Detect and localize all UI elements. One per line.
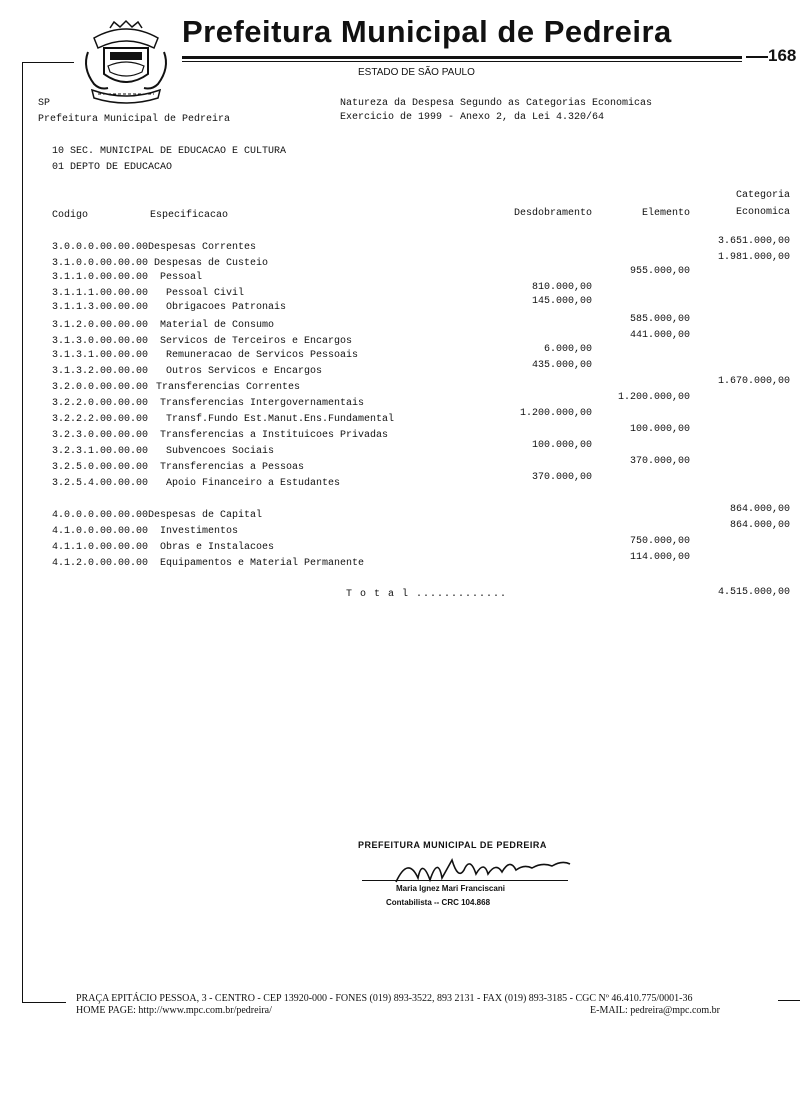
row-elemento: 955.000,00 xyxy=(629,266,690,277)
row-categoria: 3.651.000,00 xyxy=(717,236,790,247)
row-description: Pessoal Civil xyxy=(166,288,245,299)
row-code: 4.1.0.0.00.00.00 xyxy=(52,526,149,537)
row-code: 3.1.3.1.00.00.00 xyxy=(52,350,149,361)
row-elemento: 100.000,00 xyxy=(629,424,690,435)
row-description: Material de Consumo xyxy=(160,320,275,331)
row-code: 3.2.5.0.00.00.00 xyxy=(52,462,149,473)
row-desdobramento: 810.000,00 xyxy=(531,282,592,293)
row-description: Equipamentos e Material Permanente xyxy=(160,558,365,569)
row-description: Transf.Fundo Est.Manut.Ens.Fundamental xyxy=(166,414,395,425)
row-code: 3.1.0.0.00.00.00 xyxy=(52,258,149,269)
footer-email: E-MAIL: pedreira@mpc.com.br xyxy=(590,1005,720,1016)
row-code: 3.1.1.1.00.00.00 xyxy=(52,288,149,299)
page-number: 168 xyxy=(768,46,797,65)
row-categoria: 864.000,00 xyxy=(729,520,790,531)
row-code: 3.2.5.4.00.00.00 xyxy=(52,478,149,489)
row-description: Transferencias Intergovernamentais xyxy=(160,398,365,409)
row-description: Apoio Financeiro a Estudantes xyxy=(166,478,341,489)
row-categoria: 864.000,00 xyxy=(729,504,790,515)
total-value: 4.515.000,00 xyxy=(717,587,790,598)
column-header-code: Codigo xyxy=(52,210,89,221)
row-elemento: 114.000,00 xyxy=(629,552,690,563)
row-desdobramento: 100.000,00 xyxy=(531,440,592,451)
row-code: 3.1.3.2.00.00.00 xyxy=(52,366,149,377)
municipal-coat-of-arms xyxy=(80,18,172,104)
column-header-economica: Economica xyxy=(735,207,790,218)
signature-title: PREFEITURA MUNICIPAL DE PEDREIRA xyxy=(358,840,547,850)
report-department: 10 SEC. MUNICIPAL DE EDUCACAO E CULTURA xyxy=(52,146,287,157)
signature-line xyxy=(362,880,568,881)
title-underline xyxy=(182,56,742,59)
row-description: Transferencias Correntes xyxy=(156,382,301,393)
footer-homepage: HOME PAGE: http://www.mpc.com.br/pedreira/ xyxy=(76,1005,272,1016)
row-description: Servicos de Terceiros e Encargos xyxy=(160,336,353,347)
row-description: Despesas Correntes xyxy=(148,242,257,253)
row-code: 3.0.0.0.00.00.00 xyxy=(52,242,149,253)
row-desdobramento: 1.200.000,00 xyxy=(519,408,592,419)
row-description: Remuneracao de Servicos Pessoais xyxy=(166,350,359,361)
frame-line-left xyxy=(22,62,23,1002)
frame-line-bottom-right xyxy=(778,1000,800,1001)
report-subdepartment: 01 DEPTO DE EDUCACAO xyxy=(52,162,173,173)
frame-line-top xyxy=(22,62,74,63)
row-description: Subvencoes Sociais xyxy=(166,446,275,457)
row-code: 3.2.0.0.00.00.00 xyxy=(52,382,149,393)
row-description: Obrigacoes Patronais xyxy=(166,302,287,313)
letterhead-title: Prefeitura Municipal de Pedreira xyxy=(182,14,672,49)
row-elemento: 1.200.000,00 xyxy=(617,392,690,403)
report-entity: Prefeitura Municipal de Pedreira xyxy=(38,114,231,125)
row-elemento: 441.000,00 xyxy=(629,330,690,341)
total-label: T o t a l ............. xyxy=(346,589,508,600)
row-description: Despesas de Capital xyxy=(148,510,263,521)
row-description: Transferencias a Pessoas xyxy=(160,462,305,473)
row-categoria: 1.670.000,00 xyxy=(717,376,790,387)
row-desdobramento: 370.000,00 xyxy=(531,472,592,483)
row-code: 3.1.1.0.00.00.00 xyxy=(52,272,149,283)
row-description: Transferencias a Instituicoes Privadas xyxy=(160,430,389,441)
row-code: 4.1.1.0.00.00.00 xyxy=(52,542,149,553)
signatory-name: Maria Ignez Mari Franciscani xyxy=(396,884,505,893)
signatory-role: Contabilista -- CRC 104.868 xyxy=(386,898,491,907)
column-header-categoria: Categoria xyxy=(735,190,790,201)
report-subtitle: Natureza da Despesa Segundo as Categorias Economicas xyxy=(340,98,653,109)
row-code: 3.1.3.0.00.00.00 xyxy=(52,336,149,347)
title-underline-thin xyxy=(182,61,742,62)
letterhead-state: ESTADO DE SÃO PAULO xyxy=(358,67,475,78)
row-description: Despesas de Custeio xyxy=(154,258,269,269)
column-header-desdobramento: Desdobramento xyxy=(513,208,592,219)
footer-address: PRAÇA EPITÁCIO PESSOA, 3 - CENTRO - CEP 13920-000 - FONES (019) 893-3522, 893 2131 - FAX (019) 893-3185 - CGC Nº 46.410.775/0001-36 xyxy=(76,993,693,1004)
row-elemento: 750.000,00 xyxy=(629,536,690,547)
page-number-rule xyxy=(746,56,768,58)
row-desdobramento: 6.000,00 xyxy=(543,344,592,355)
row-code: 4.0.0.0.00.00.00 xyxy=(52,510,149,521)
row-code: 3.2.2.0.00.00.00 xyxy=(52,398,149,409)
row-code: 3.1.2.0.00.00.00 xyxy=(52,320,149,331)
row-code: 3.1.1.3.00.00.00 xyxy=(52,302,149,313)
row-code: 4.1.2.0.00.00.00 xyxy=(52,558,149,569)
row-categoria: 1.981.000,00 xyxy=(717,252,790,263)
report-uf: SP xyxy=(38,98,51,109)
row-elemento: 370.000,00 xyxy=(629,456,690,467)
column-header-specification: Especificacao xyxy=(150,210,229,221)
row-code: 3.2.3.0.00.00.00 xyxy=(52,430,149,441)
column-header-elemento: Elemento xyxy=(641,208,690,219)
row-description: Outros Servicos e Encargos xyxy=(166,366,323,377)
row-description: Pessoal xyxy=(160,272,203,283)
row-desdobramento: 145.000,00 xyxy=(531,296,592,307)
row-code: 3.2.2.2.00.00.00 xyxy=(52,414,149,425)
row-description: Obras e Instalacoes xyxy=(160,542,275,553)
row-description: Investimentos xyxy=(160,526,239,537)
row-code: 3.2.3.1.00.00.00 xyxy=(52,446,149,457)
frame-line-bottom xyxy=(22,1002,66,1003)
row-desdobramento: 435.000,00 xyxy=(531,360,592,371)
row-elemento: 585.000,00 xyxy=(629,314,690,325)
report-exercise: Exercicio de 1999 - Anexo 2, da Lei 4.320/64 xyxy=(340,112,605,123)
